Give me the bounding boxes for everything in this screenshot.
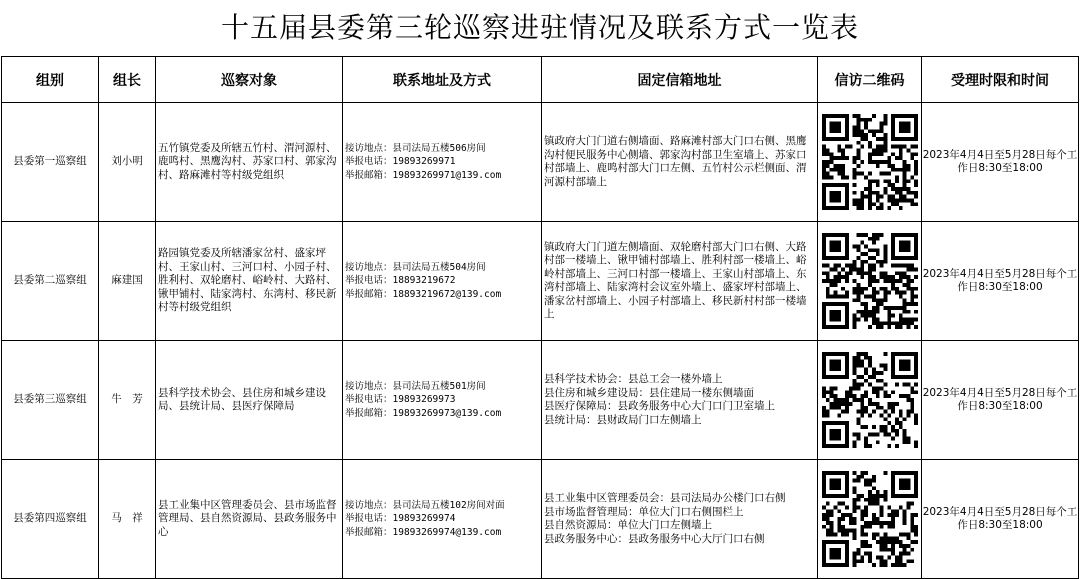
table-row bbox=[2, 103, 1079, 222]
mailbox-cell: 县科学技术协会：县总工会一楼外墙上 县住房和城乡建设局：县住建局一楼东侧墙面 县医疗保障局：县政务服务中心大门口门卫室墙上 县统计局：县财政局门口左侧墙上 bbox=[542, 341, 818, 460]
header-time: 受理时限和时间 bbox=[922, 57, 1079, 103]
contact-cell: 接访地点：县司法局五楼506房间 举报电话：19893269971 举报邮箱：19893269971@139.com bbox=[343, 103, 542, 222]
mailbox-cell: 县工业集中区管理委员会：县司法局办公楼门口右侧 县市场监督管理局：单位大门口右侧围栏上 县自然资源局：单位大门口左侧墙上 县政务服务中心：县政务服务中心大厅门口右侧 bbox=[542, 460, 818, 579]
header-group: 组别 bbox=[2, 57, 99, 103]
page-title: 十五届县委第三轮巡察进驻情况及联系方式一览表 bbox=[220, 11, 859, 44]
qr-code-icon[interactable] bbox=[822, 112, 918, 212]
time-cell: 2023年4月4日至5月28日每个工作日8:30至18:00 bbox=[922, 103, 1079, 222]
qrcode-cell bbox=[818, 341, 922, 460]
contact-cell: 接访地点：县司法局五楼504房间 举报电话：18893219672 举报邮箱：18893219672@139.com bbox=[343, 222, 542, 341]
header-qrcode: 信访二维码 bbox=[818, 57, 922, 103]
group-cell: 县委第四巡察组 bbox=[2, 460, 99, 579]
mailbox-cell: 镇政府大门门道右侧墙面、路麻滩村部大门口右侧、黑鹰沟村便民服务中心侧墙、郭家沟村部卫生室墙上、苏家口村部墙上、鹿鸣村部大门口左侧、五竹村公示栏侧面、渭河源村部墙上 bbox=[542, 103, 818, 222]
target-cell: 路园镇党委及所辖潘家岔村、盛家坪村、王家山村、三河口村、小园子村、胜利村、双轮磨村、峪岭村、大路村、锹甲铺村、陆家湾村、东湾村、移民新村等村级党组织 bbox=[156, 222, 343, 341]
contact-cell: 接访地点：县司法局五楼501房间 举报电话：19893269973 举报邮箱：19893269973@139.com bbox=[343, 341, 542, 460]
time-cell: 2023年4月4日至5月28日每个工作日8:30至18:00 bbox=[922, 222, 1079, 341]
qr-code-icon[interactable] bbox=[822, 350, 918, 450]
leader-cell: 麻建国 bbox=[99, 222, 156, 341]
leader-cell: 刘小明 bbox=[99, 103, 156, 222]
leader-cell: 牛 芳 bbox=[99, 341, 156, 460]
header-contact: 联系地址及方式 bbox=[343, 57, 542, 103]
mailbox-cell: 镇政府大门门道左侧墙面、双轮磨村部大门口右侧、大路村部一楼墙上、锹甲铺村部墙上、胜利村部一楼墙上、峪岭村部墙上、三河口村部一楼墙上、王家山村部墙上、东湾村部墙上、陆家湾村会议室外墙上、盛家坪村部墙上、潘家岔村部墙上、小园子村部墙上、移民新村村部一楼墙上 bbox=[542, 222, 818, 341]
target-cell: 县工业集中区管理委员会、县市场监督管理局、县自然资源局、县政务服务中心 bbox=[156, 460, 343, 579]
group-cell: 县委第一巡察组 bbox=[2, 103, 99, 222]
leader-cell: 马 祥 bbox=[99, 460, 156, 579]
qrcode-cell bbox=[818, 103, 922, 222]
table-header-row bbox=[2, 57, 1079, 103]
qrcode-cell bbox=[818, 460, 922, 579]
time-cell: 2023年4月4日至5月28日每个工作日8:30至18:00 bbox=[922, 460, 1079, 579]
table-row bbox=[2, 341, 1079, 460]
qr-code-icon[interactable] bbox=[822, 231, 918, 331]
group-cell: 县委第三巡察组 bbox=[2, 341, 99, 460]
header-target: 巡察对象 bbox=[156, 57, 343, 103]
inspection-table bbox=[1, 56, 1079, 579]
group-cell: 县委第二巡察组 bbox=[2, 222, 99, 341]
table-row bbox=[2, 460, 1079, 579]
target-cell: 县科学技术协会、县住房和城乡建设局、县统计局、县医疗保障局 bbox=[156, 341, 343, 460]
header-leader: 组长 bbox=[99, 57, 156, 103]
contact-cell: 接访地点：县司法局五楼102房间对面 举报电话：19893269974 举报邮箱：19893269974@139.com bbox=[343, 460, 542, 579]
header-mailbox: 固定信箱地址 bbox=[542, 57, 818, 103]
qrcode-cell bbox=[818, 222, 922, 341]
time-cell: 2023年4月4日至5月28日每个工作日8:30至18:00 bbox=[922, 341, 1079, 460]
target-cell: 五竹镇党委及所辖五竹村、渭河源村、鹿鸣村、黑鹰沟村、苏家口村、郭家沟村、路麻滩村等村级党组织 bbox=[156, 103, 343, 222]
table-row bbox=[2, 222, 1079, 341]
qr-code-icon[interactable] bbox=[822, 469, 918, 569]
